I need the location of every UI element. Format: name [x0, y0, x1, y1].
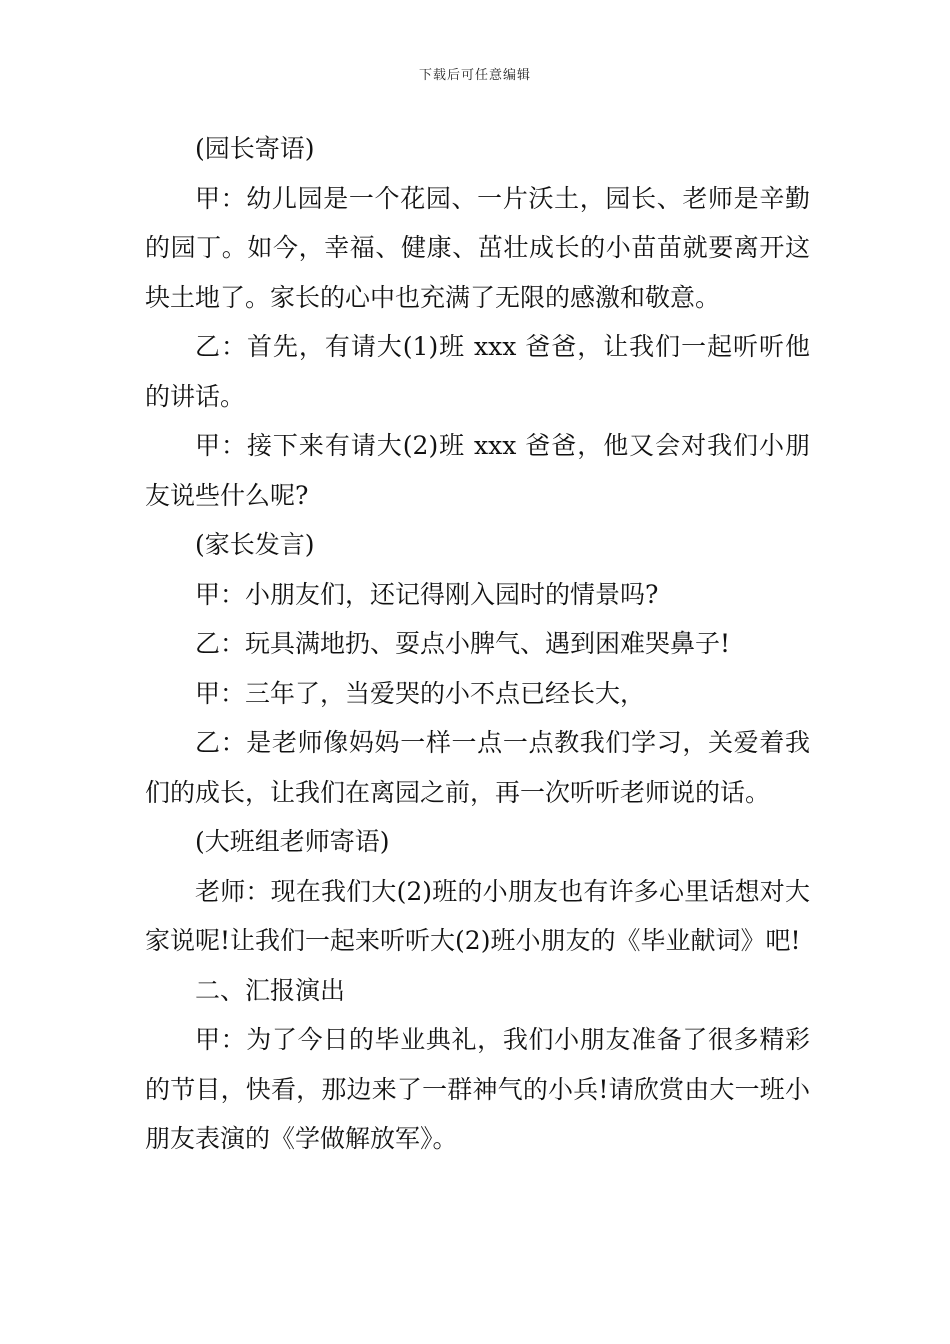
paragraph-teacher-speech: 老师：现在我们大(2)班的小朋友也有许多心里话想对大家说呢!让我们一起来听听大(2)班小朋友的《毕业献词》吧!: [145, 876, 810, 955]
paragraph-host-b-teacher: 乙：是老师像妈妈一样一点一点教我们学习，关爱着我们的成长，让我们在离园之前，再一次听听老师说的话。: [145, 728, 810, 807]
paragraph-principal-message: (园长寄语): [195, 134, 315, 163]
paragraph-host-b-toys: 乙：玩具满地扔、耍点小脾气、遇到困难哭鼻子!: [195, 629, 731, 658]
paragraph-host-a-remember: 甲：小朋友们，还记得刚入园时的情景吗?: [195, 579, 659, 609]
paragraph-host-b-class1-father: 乙：首先，有请大(1)班 xxx 爸爸，让我们一起听听他的讲话。: [145, 332, 810, 411]
paragraph-parent-speech: (家长发言): [195, 530, 315, 559]
paragraph-host-a-three-years: 甲：三年了，当爱哭的小不点已经长大，: [195, 678, 646, 708]
paragraph-teacher-message: (大班组老师寄语): [195, 827, 390, 856]
page-header: 下载后可任意编辑: [418, 68, 531, 83]
paragraph-host-a-performance: 甲：为了今日的毕业典礼，我们小朋友准备了很多精彩的节目，快看，那边来了一群神气的小兵!请欣赏由大一班小朋友表演的《学做解放军》。: [145, 1025, 810, 1153]
paragraph-host-a-class2-father: 甲：接下来有请大(2)班 xxx 爸爸，他又会对我们小朋友说些什么呢?: [145, 431, 810, 510]
paragraph-host-a-garden: 甲：幼儿园是一个花园、一片沃土，园长、老师是辛勤的园丁。如今，幸福、健康、茁壮成长的小苗苗就要离开这块土地了。家长的心中也充满了无限的感激和敬意。: [145, 183, 810, 312]
document-body: [145, 124, 810, 1164]
section-heading-performance: 二、汇报演出: [195, 975, 346, 1005]
